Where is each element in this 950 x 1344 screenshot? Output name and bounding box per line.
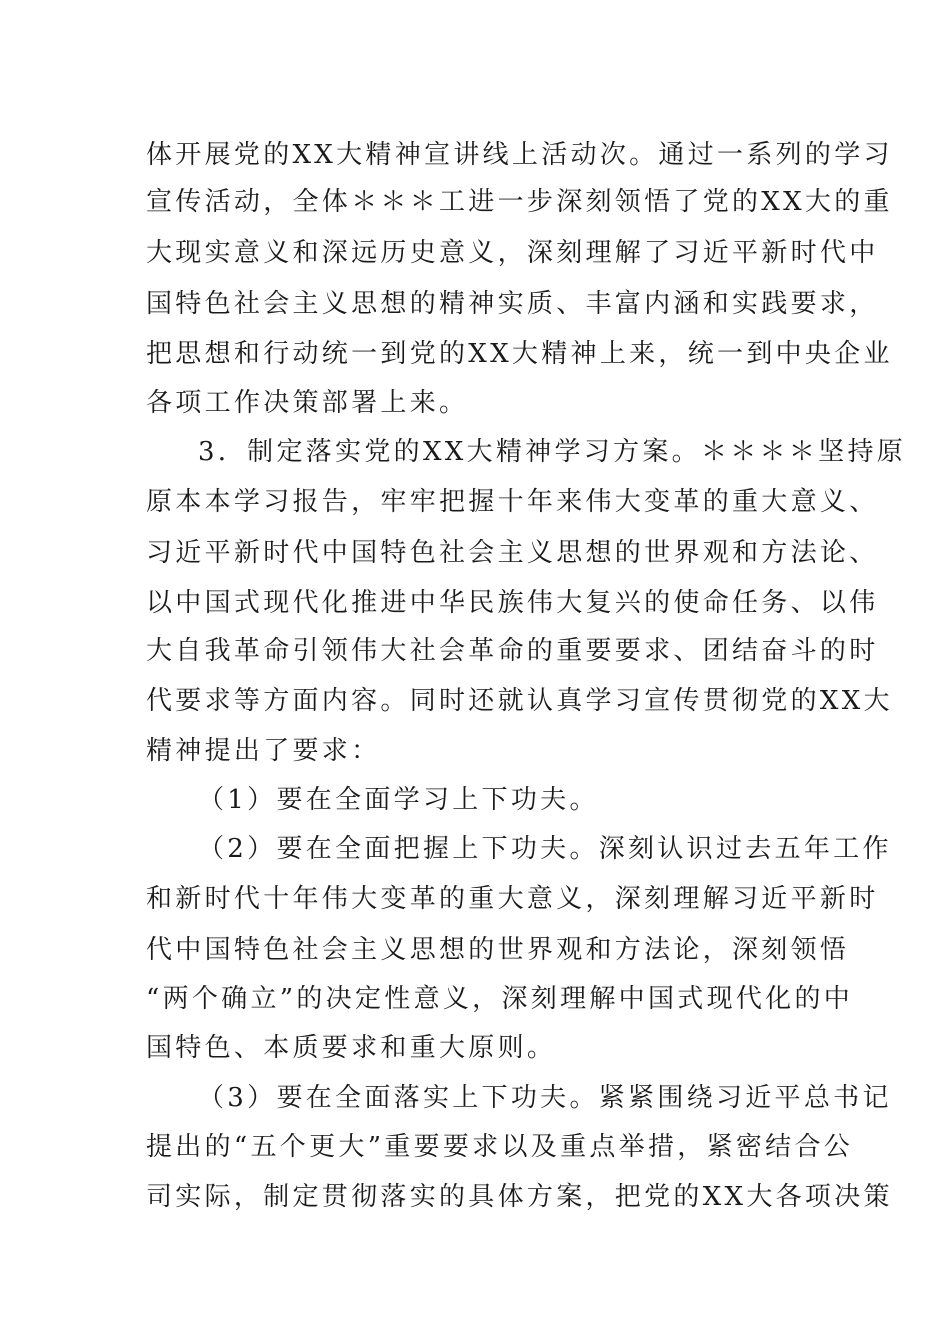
- text-line: 和新时代十年伟大变革的重大意义，深刻理解习近平新时: [146, 884, 879, 914]
- list-item-line: （1）要在全面学习上下功夫。: [198, 785, 599, 815]
- text-line: 大现实意义和深远历史意义，深刻理解了习近平新时代中: [146, 238, 879, 268]
- text-line: 代要求等方面内容。同时还就认真学习宣传贯彻党的XX大: [146, 686, 893, 716]
- text-line: 体开展党的XX大精神宣讲线上活动次。通过一系列的学习: [146, 140, 893, 170]
- text-line: 代中国特色社会主义思想的世界观和方法论，深刻领悟: [146, 935, 850, 965]
- text-line: 精神提出了要求：: [146, 736, 381, 766]
- list-item-line: （3）要在全面落实上下功夫。紧紧围绕习近平总书记: [198, 1083, 892, 1113]
- text-line: 国特色、本质要求和重大原则。: [146, 1033, 557, 1063]
- text-line: 提出的“五个更大”重要要求以及重点举措，紧密结合公: [146, 1132, 854, 1162]
- text-line: 司实际，制定贯彻落实的具体方案，把党的XX大各项决策: [146, 1182, 893, 1212]
- paragraph-first-line: 3．制定落实党的XX大精神学习方案。＊＊＊＊坚持原: [198, 437, 907, 467]
- text-line: 大自我革命引领伟大社会革命的重要要求、团结奋斗的时: [146, 636, 879, 666]
- text-line: 把思想和行动统一到党的XX大精神上来，统一到中央企业: [146, 339, 893, 369]
- text-line: “两个确立”的决定性意义，深刻理解中国式现代化的中: [146, 984, 854, 1014]
- list-item-line: （2）要在全面把握上下功夫。深刻认识过去五年工作: [198, 834, 892, 864]
- text-line: 习近平新时代中国特色社会主义思想的世界观和方法论、: [146, 538, 879, 568]
- text-line: 以中国式现代化推进中华民族伟大复兴的使命任务、以伟: [146, 588, 879, 618]
- text-line: 原本本学习报告，牢牢把握十年来伟大变革的重大意义、: [146, 487, 879, 517]
- text-line: 各项工作决策部署上来。: [146, 388, 469, 418]
- text-line: 宣传活动，全体＊＊＊工进一步深刻领悟了党的XX大的重: [146, 187, 893, 217]
- text-line: 国特色社会主义思想的精神实质、丰富内涵和实践要求，: [146, 289, 879, 319]
